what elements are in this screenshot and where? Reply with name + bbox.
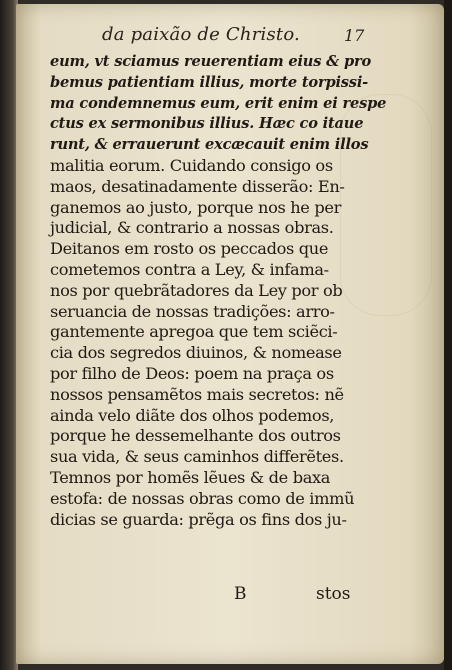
scan-edge	[444, 0, 452, 670]
page-footer	[16, 584, 444, 608]
text-line: por filho de Deos: poem na praça os	[50, 363, 334, 383]
text-line: cometemos contra a Ley, & infama-	[50, 259, 329, 279]
text-line: malitia eorum. Cuidando consigo os	[50, 155, 333, 175]
text-line: Deitanos em rosto os peccados que	[50, 239, 329, 259]
text-line: nos por quebrãtadores da Ley por ob	[50, 280, 343, 300]
text-line: dicias se guarda: prẽga os fins dos ju-	[50, 509, 347, 529]
text-line: Temnos por homẽs lẽues & de baxa	[50, 467, 331, 487]
text-line: gantemente apregoa que tem sciẽci-	[50, 322, 338, 342]
text-line: runt, & errauerunt excæcauit enim illos	[50, 136, 369, 154]
signature-mark: B	[234, 584, 247, 604]
text-line: estofa: de nossas obras como de immũ	[50, 488, 355, 508]
text-line: ma condemnemus eum, erit enim ei respe	[50, 94, 387, 112]
page-number: 17	[344, 26, 365, 45]
text-line: ainda velo diãte dos olhos podemos,	[50, 405, 335, 425]
text-line: porque he dessemelhante dos outros	[50, 426, 341, 446]
text-line: nossos pensamẽtos mais secretos: nẽ	[50, 384, 344, 404]
body-text-block	[50, 52, 387, 530]
text-line: maos, desatinadamente disserão: En-	[50, 176, 345, 196]
running-title: da paixão de Christo.	[102, 24, 300, 45]
text-line: seruancia de nossas tradições: arro-	[50, 301, 335, 321]
text-line: sua vida, & seus caminhos differẽtes.	[50, 447, 344, 467]
text-line: ctus ex sermonibus illius. Hæc co itaue	[50, 115, 364, 133]
text-line: ganemos ao justo, porque nos he per	[50, 197, 341, 217]
catchword: stos	[316, 584, 351, 604]
paper-page	[16, 4, 444, 664]
text-line: judicial, & contrario a nossas obras.	[50, 218, 334, 238]
text-line: bemus patientiam illius, morte torpissi-	[50, 73, 369, 91]
text-line: eum, vt sciamus reuerentiam eius & pro	[50, 53, 371, 70]
text-line: cia dos segredos diuinos, & nomease	[50, 343, 342, 363]
